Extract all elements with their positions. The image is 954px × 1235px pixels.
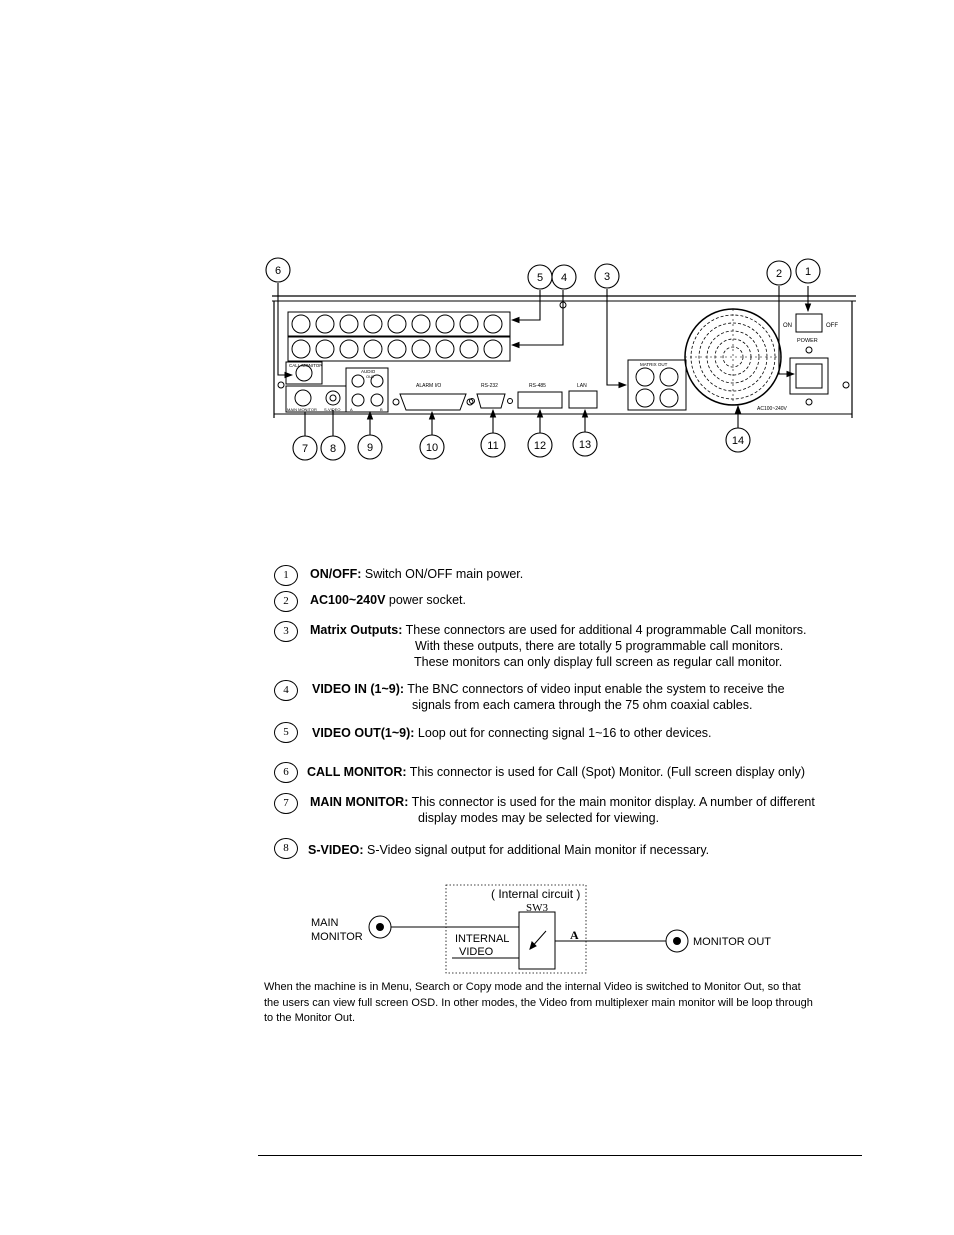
legend-text: Loop out for connecting signal 1~16 to other devices. (414, 726, 712, 740)
legend-number: 4 (274, 680, 298, 701)
legend-number: 8 (274, 838, 298, 859)
main-monitor-label-1: MAIN (311, 917, 339, 929)
legend-number: 7 (274, 793, 298, 814)
legend-text: power socket. (385, 593, 466, 607)
callout-2-label: 2 (775, 268, 783, 280)
legend-label: S-VIDEO: (308, 843, 364, 857)
matrix-panel-label: MATRIX OUT (640, 362, 668, 367)
circuit-caption (264, 980, 864, 1027)
on-panel-label: ON (783, 323, 792, 329)
legend-text: The BNC connectors of video input enable the system to receive the (404, 682, 785, 696)
call-monitor-panel-label: CALL MONITOR (289, 363, 323, 368)
legend-text: This connector is used for Call (Spot) Monitor. (Full screen display only) (406, 765, 806, 779)
legend-text: This connector is used for the main monitor display. A number of different (408, 795, 815, 809)
legend-continuation: display modes may be selected for viewing. (418, 811, 660, 825)
callout-8-label: 8 (329, 443, 337, 455)
audio-a-panel-label: A (350, 407, 353, 412)
callout-6-label: 6 (274, 265, 282, 277)
legend-text: Switch ON/OFF main power. (361, 567, 524, 581)
callout-4-label: 4 (560, 272, 568, 284)
legend-number: 5 (274, 722, 298, 743)
switch-arm (530, 931, 546, 949)
callout-14-label: 14 (731, 435, 745, 447)
legend-label: MAIN MONITOR: (310, 795, 409, 809)
footer-rule (258, 1155, 862, 1156)
point-a-label: A (570, 928, 579, 942)
audio-b-panel-label: B (380, 407, 383, 412)
callout-1-label: 1 (804, 266, 812, 278)
caption-line: to the Monitor Out. (264, 1012, 356, 1024)
alarm-panel-label: ALARM I/O (416, 383, 442, 389)
main-monitor-jack (369, 916, 391, 938)
circuit-wires (391, 927, 666, 958)
rs232-panel-label: RS-232 (481, 383, 498, 389)
callout-5-label: 5 (536, 272, 544, 284)
legend-continuation: signals from each camera through the 75 ohm coaxial cables. (412, 698, 753, 712)
sw3-label: SW3 (526, 902, 548, 914)
legend-number: 3 (274, 621, 298, 642)
ac-panel-label: AC100~240V (757, 406, 787, 412)
legend-number: 1 (274, 565, 298, 586)
lan-panel-label: LAN (577, 383, 587, 389)
audio-panel-label: AUDIO (361, 369, 376, 374)
callout-3-label: 3 (603, 271, 611, 283)
callout-11-label: 11 (487, 440, 499, 452)
legend-text: S-Video signal output for additional Main monitor if necessary. (363, 843, 710, 857)
caption-line: the users can view full screen OSD. In other modes, the Video from multiplexer main monitor will be loop through (264, 996, 813, 1009)
callout-9-label: 9 (366, 442, 374, 454)
monitor-out-jack (666, 930, 688, 952)
s-video-panel-label: S-VIDEO (324, 407, 341, 412)
audio-out-panel-label: OUT (366, 374, 375, 379)
legend-label: VIDEO OUT(1~9): (312, 726, 415, 740)
legend-continuation: These monitors can only display full screen as regular call monitor. (414, 655, 783, 669)
power-panel-label: POWER (797, 338, 818, 344)
circuit-title: ( Internal circuit ) (491, 887, 581, 901)
main-monitor-panel-label: MAIN MONITOR (287, 407, 317, 412)
main-monitor-label-2: MONITOR (311, 931, 363, 943)
legend-label: CALL MONITOR: (307, 765, 407, 779)
monitor-out-label: MONITOR OUT (693, 936, 772, 948)
off-panel-label: OFF (826, 323, 838, 329)
legend-number: 2 (274, 591, 298, 612)
callout-10-label: 10 (425, 442, 439, 454)
legend-label: VIDEO IN (1~9): (312, 682, 405, 696)
legend-text: These connectors are used for additional 4 programmable Call monitors. (402, 623, 807, 637)
callout-12-label: 12 (533, 440, 547, 452)
caption-line: When the machine is in Menu, Search or Copy mode and the internal Video is switched to Monitor Out, so that (264, 981, 801, 993)
legend-continuation: With these outputs, there are totally 5 programmable call monitors. (415, 639, 784, 653)
rs485-panel-label: RS-485 (529, 383, 546, 389)
internal-video-label-2: VIDEO (459, 946, 494, 958)
callout-13-label: 13 (578, 439, 592, 451)
internal-video-label-1: INTERNAL (455, 933, 510, 945)
legend-label: AC100~240V (310, 593, 386, 607)
legend-label: ON/OFF: (310, 567, 362, 581)
callout-7-label: 7 (301, 443, 309, 455)
legend-number: 6 (274, 762, 298, 783)
legend-label: Matrix Outputs: (310, 623, 403, 637)
